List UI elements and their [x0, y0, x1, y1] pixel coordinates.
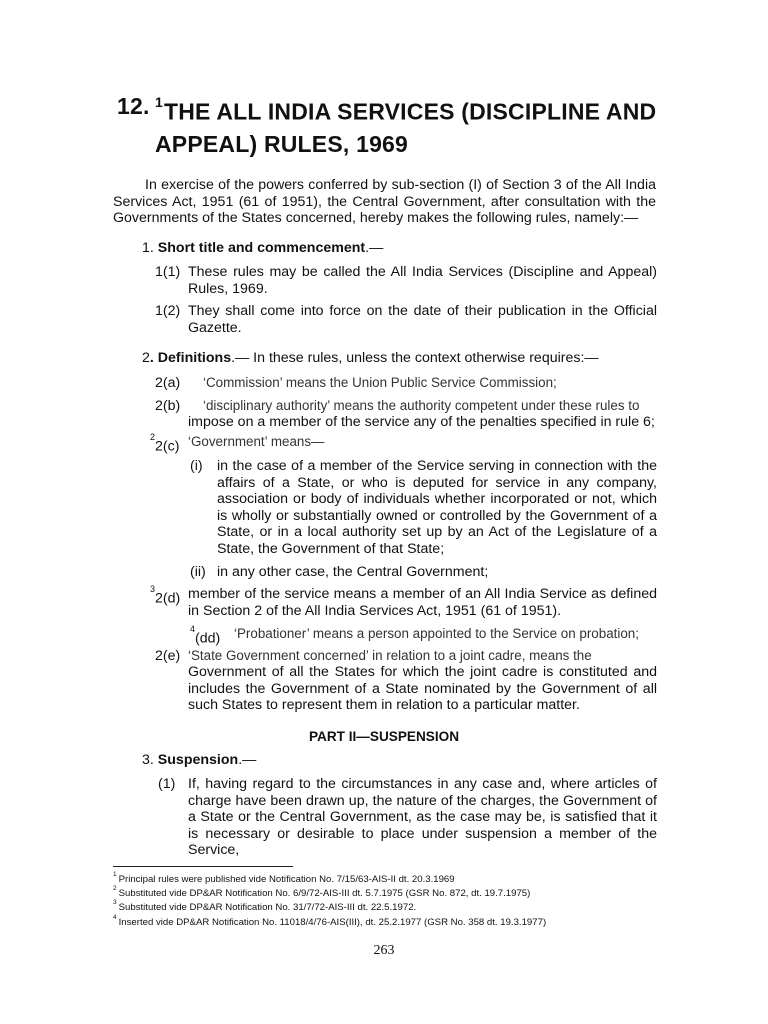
page-title: [117, 90, 677, 160]
footnote-text: Substituted vide DP&AR Notification No. 6/9/72-AIS-III dt. 5.7.1975 (GSR No. 872, dt. 19.7.1975): [118, 888, 531, 900]
definition-2dd-text: ‘Probationer’ means a person appointed to the Service on probation;: [234, 626, 639, 641]
definition-2c-ii-number: (ii): [190, 564, 206, 580]
definition-2c-i-text: in the case of a member of the Service serving in connection with the affairs of a State, or who is deputed for service in any company, association or body of individuals whether incorporated or not, which is wholly or substantially owned or controlled by the Government of a State, or in a local authority set up by an Act of the Legislature of a State, the Government of that State;: [217, 458, 657, 557]
definition-2dd-label: (dd): [195, 630, 221, 647]
section-3-title: Suspension: [157, 752, 239, 768]
definition-2c-number: [150, 434, 179, 455]
footnote-divider: [113, 866, 293, 867]
definition-2e-number: 2(e): [155, 648, 181, 664]
definition-2d-number: [150, 586, 180, 607]
footnote-mark: 2: [113, 885, 117, 893]
rule-1-1-number: 1(1): [155, 264, 181, 280]
definition-2dd-footnote-mark: 4: [190, 624, 196, 634]
section-3-suffix: .—: [238, 752, 257, 768]
section-1-title: Short title and commencement: [157, 240, 366, 256]
part-heading: PART II—SUSPENSION: [308, 729, 460, 744]
definition-2d-footnote-mark: 3: [150, 584, 156, 594]
definition-2e-rest: Government of all the States for which the joint cadre is constituted and includes the Government of a State nominated by the Government of all such States to represent them in relation to a particular matter.: [188, 664, 657, 714]
definition-2b-number: 2(b): [155, 398, 181, 414]
rule-1-1-text: These rules may be called the All India Services (Discipline and Appeal) Rules, 1969.: [188, 264, 657, 297]
definition-2e-line1: ‘State Government concerned’ in relation to a joint cadre, means the: [188, 648, 592, 663]
section-2-heading: [142, 350, 599, 367]
title-footnote-mark: 1: [155, 94, 163, 110]
footnote-mark: 3: [113, 899, 117, 907]
definition-2d-label: 2(d): [155, 590, 181, 607]
title-text-wrap: [117, 90, 677, 160]
footnote-item: [113, 899, 673, 913]
section-2-suffix: .— In these rules, unless the context otherwise requires:—: [231, 350, 599, 366]
section-3-number: 3.: [142, 752, 154, 768]
footnote-item: [113, 914, 673, 928]
definition-2c-text: ‘Government’ means—: [188, 434, 325, 449]
intro-paragraph: In exercise of the powers conferred by sub-section (I) of Section 3 of the All India Services Act, 1951 (61 of 1951), the Central Government, after consultation with the Governments of the States concerned, hereby makes the following rules, namely:—: [113, 177, 656, 227]
footnote-item: [113, 871, 673, 885]
definition-2c-ii-text: in any other case, the Central Government;: [217, 564, 489, 580]
footnote-text: Principal rules were published vide Notification No. 7/15/63-AIS-II dt. 20.3.1969: [118, 874, 455, 886]
section-3-heading: [142, 752, 256, 769]
definition-2d-text: member of the service means a member of an All India Service as defined in Section 2 of the All India Services Act, 1951 (61 of 1951).: [188, 586, 657, 619]
section-2-title: Definitions: [157, 350, 232, 366]
section-2-number: 2: [142, 350, 150, 366]
rule-3-1-text: If, having regard to the circumstances in any case and, where articles of charge have been drawn up, the nature of the charges, the Government of a State or the Central Government, as the case may be, is satisfied that it is necessary or desirable to place under suspension a member of the Service,: [188, 776, 657, 859]
footnotes: [113, 871, 673, 928]
definition-2dd-number: [190, 626, 220, 647]
title-number: 12.: [117, 93, 150, 119]
footnote-mark: 4: [113, 913, 117, 921]
definition-2a-text: ‘Commission’ means the Union Public Service Commission;: [203, 375, 557, 390]
title-text: THE ALL INDIA SERVICES (DISCIPLINE AND APPEAL) RULES, 1969: [155, 98, 657, 157]
section-2-dot: .: [149, 350, 154, 366]
page-number: 263: [373, 943, 395, 958]
section-1-number: 1.: [142, 240, 154, 256]
definition-2c-label: 2(c): [155, 438, 180, 455]
section-1-suffix: .—: [365, 240, 384, 256]
footnote-text: Substituted vide DP&AR Notification No. 31/7/72-AIS-III dt. 22.5.1972.: [118, 902, 417, 914]
section-1-heading: [142, 240, 383, 257]
definition-2b-line2: impose on a member of the service any of the penalties specified in rule 6;: [188, 414, 655, 430]
rule-3-1-number: (1): [158, 776, 176, 792]
footnote-mark: 1: [113, 871, 117, 878]
rule-1-2-text: They shall come into force on the date of their publication in the Official Gazette.: [188, 303, 657, 336]
definition-2b-line1: ‘disciplinary authority’ means the authority competent under these rules to: [203, 398, 640, 413]
footnote-item: [113, 885, 673, 899]
footnote-text: Inserted vide DP&AR Notification No. 11018/4/76-AIS(III), dt. 25.2.1977 (GSR No. 358 dt. 19.3.1977): [118, 916, 547, 928]
definition-2c-i-number: (i): [190, 458, 203, 474]
definition-2a-number: 2(a): [155, 375, 181, 391]
rule-1-2-number: 1(2): [155, 303, 181, 319]
definition-2c-footnote-mark: 2: [150, 432, 156, 442]
